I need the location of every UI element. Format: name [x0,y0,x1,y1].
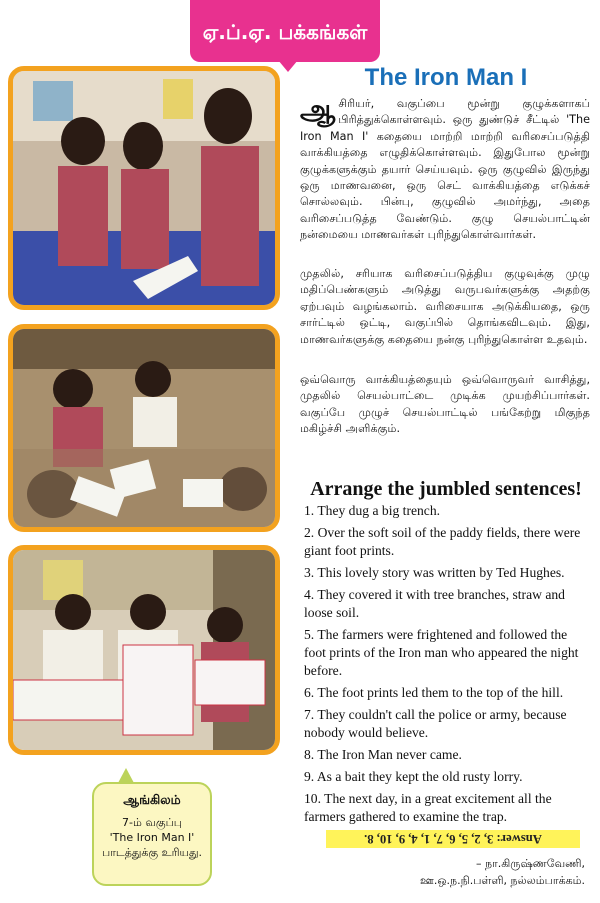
sentence-item: 1. They dug a big trench. [304,503,441,518]
jumbled-sentences-heading: Arrange the jumbled sentences! [310,478,582,500]
banner-tail [278,60,298,72]
sentence-item: 5. The farmers were frightened and followed the foot prints of the Iron man who appeared the night before. [304,627,579,678]
answer-upside-down: Answer: 3, 2, 5, 6, 7, 1, 4, 9, 10, 8. [326,830,580,848]
photo-students-sitting-on-floor [8,324,280,532]
author-school: ஊ.ஒ.ந.நி.பள்ளி, நல்லம்பாக்கம். [419,874,585,887]
sentence-item: 4. They covered it with tree branches, straw and loose soil. [304,587,565,620]
bubble-line-1: 7-ம் வகுப்பு [122,816,182,829]
author-credit [330,855,585,889]
article-title: The Iron Man I [364,64,528,91]
dropcap: ஆ [300,93,336,126]
sentence-item: 2. Over the soft soil of the paddy fields, there were giant foot prints. [304,525,581,558]
banner-text: ஏ.ப்.ஏ. பக்கங்கள் [202,20,368,44]
bubble-title: ஆங்கிலம் [123,792,181,807]
subject-note-bubble [92,782,212,886]
tamil-paragraph-2: முதலில், சரியாக வரிசைப்படுத்திய குழுவுக்கு முழு மதிப்பெண்களும் அடுத்து வருபவர்களுக்கு அதற்கு ஏற்பவும் வழங்கலாம். வரிசையாக அடுக்கியதை, ஒரு சார்ட்டில் ஒட்டி, வகுப்பில் தொங்கவிடவும். இது, மாணவர்களுக்கு கதையை நன்கு புரிந்துகொள்ள உதவும். [300,267,590,346]
sentence-item: 7. They couldn't call the police or army, because nobody would believe. [304,707,567,740]
photo-students-holding-cards [8,66,280,310]
sentence-item: 8. The Iron Man never came. [304,747,462,762]
bubble-tail [118,768,134,783]
author-name: – நா.கிருஷ்ணவேணி, [475,857,585,870]
sentence-item: 10. The next day, in a great excitement all the farmers gathered to examine the trap. [304,791,552,824]
tamil-paragraph-1 [300,93,590,244]
photo-students-with-charts [8,545,280,755]
sentence-item: 6. The foot prints led them to the top of the hill. [304,685,564,700]
tamil-paragraph-3: ஒவ்வொரு வாக்கியத்தையும் ஒவ்வொருவர் வாசித்து, முதலில் செயல்பாட்டை முடிக்க முயற்சிப்பார்கள். வகுப்பே முழுச் செயல்பாட்டில் பங்கேற்று மிகுந்த மகிழ்ச்சி அளிக்கும். [300,373,590,436]
sentence-item: 3. This lovely story was written by Ted Hughes. [304,565,565,580]
tamil-paragraph-1-text: சிரியர், வகுப்பை மூன்று குழுக்களாகப் பிரித்துக்கொள்ளவும். ஒரு துண்டுச் சீட்டில் 'The Iron Man I' கதையை மாற்றி மாற்றி வரிசைப்படுத்தி வாக்கியத்தை எழுதிக்கொள்ளவும். இதுபோல மூன்று குழுக்களுக்கும் தயார் செய்யவும். ஒரு குழுவில் இருந்து ஒரு மாணவனை, ஒரு செட் வாக்கியத்தை எடுக்கச் சொல்லவும். பின்பு, குழுவில் அமர்ந்து, அதை வரிசைப்படுத்த வேண்டும். குழு செயல்பாட்டின் நன்மையை மாணவர்கள் புரிந்துகொள்வார்கள். [300,97,590,242]
bubble-line-2: 'The Iron Man I' பாடத்துக்கு உரியது. [102,831,202,859]
jumbled-sentences-list [304,502,592,830]
sentence-item: 9. As a bait they kept the old rusty lorry. [304,769,523,784]
